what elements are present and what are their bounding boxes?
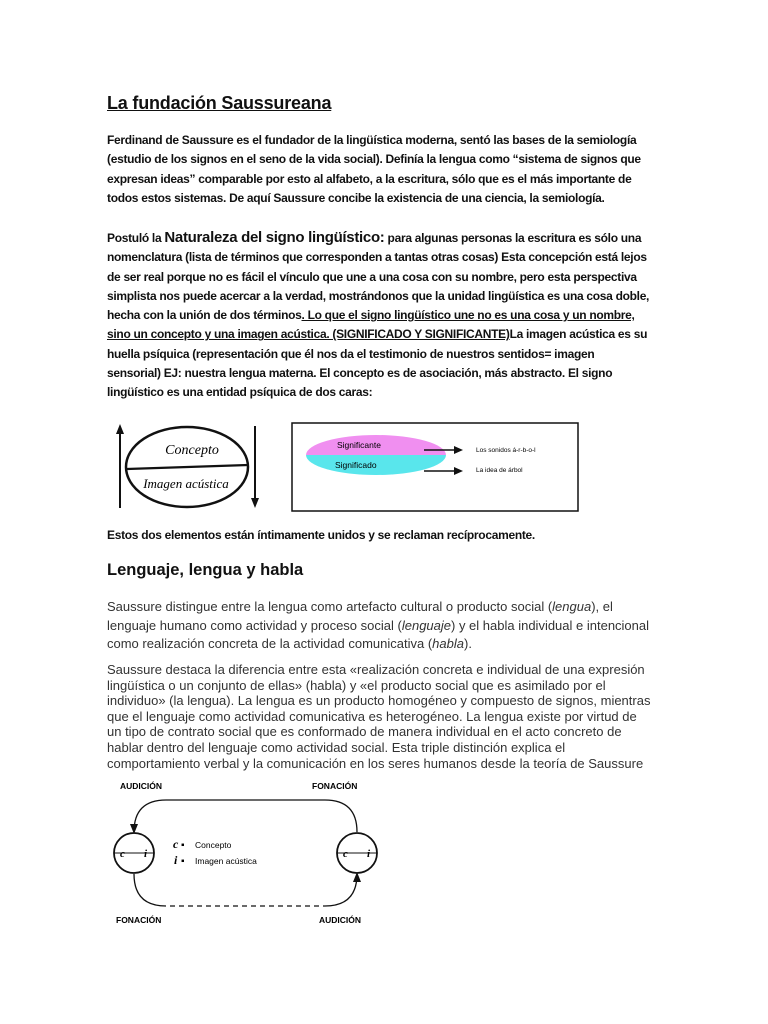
text: ), el [591, 599, 613, 614]
text: ). [463, 636, 472, 651]
difference-line: hablar dentro del lenguaje como actividad social. Esta triple distinción explica el [107, 739, 566, 755]
text: ) y el habla individual e intencional [451, 617, 650, 633]
idea-note: La idea de árbol [476, 467, 523, 474]
right-speaker-circle [337, 833, 377, 873]
sign-nature-line: simplista nos puede acercar a la verdad, mostrándonos que la unidad lingüística es una cosa doble, [107, 288, 650, 303]
down-arrow [251, 426, 259, 508]
difference-paragraph [107, 662, 667, 771]
intro-paragraph [107, 131, 667, 208]
difference-line: individuo» (la lengua). La lengua es un producto homogéneo y compuesto de signos, mientras [107, 693, 651, 709]
page-title: La fundación Saussureana [107, 93, 332, 113]
difference-line: comportamiento verbal y la comunicación en los seres humanos desde la teoría de Saussure [107, 755, 644, 771]
up-arrow [116, 424, 124, 508]
text: Saussure distingue entre la lengua como artefacto cultural o producto social ( [107, 599, 553, 614]
sign-divider [126, 465, 248, 469]
left-speaker-circle [114, 833, 154, 873]
section-heading: Lenguaje, lengua y habla [107, 561, 304, 579]
sign-nature-line-5 [107, 306, 667, 325]
top-right-label: FONACIÓN [312, 781, 358, 791]
intro-line: expresan ideas” comparable por esto al alfabeto, a la escritura, sólo que es el más importante de [107, 171, 632, 186]
lead-text: Postuló la [107, 231, 165, 245]
distinction-line-3 [107, 635, 667, 654]
bottom-left-curve [134, 874, 166, 906]
bottom-right-label: AUDICIÓN [319, 915, 362, 925]
top-left-label: AUDICIÓN [120, 781, 163, 791]
text: lenguaje humano como actividad y proceso social ( [107, 617, 402, 633]
intro-line: (estudio de los signos en el seno de la vida social). Definía la lengua como “sistema de signos que [107, 152, 641, 167]
legend-dot: ▪ [181, 856, 185, 867]
significado-label: Significado [335, 460, 377, 470]
difference-line: que el lenguaje como actividad comunicativa es heterogéneo. La lengua existe por virtud de [107, 708, 637, 724]
sign-nature-paragraph [107, 228, 667, 403]
sign-nature-line: nomenclatura (lista de términos que corresponden a tantas otras cosas) Esta concepción está lejos [107, 250, 647, 265]
distinction-line-1 [107, 598, 667, 617]
right-i-symbol: i [367, 848, 371, 860]
sounds-note: Los sonidos á-r-b-o-l [476, 447, 536, 454]
legend-dot: ▪ [181, 840, 185, 851]
speech-circuit-diagram [100, 776, 400, 928]
intro-line: todos estos sistemas. De aquí Saussure concibe la existencia de una ciencia, la semiología. [107, 190, 605, 205]
line5-plain: hecha con la unión de dos términos [107, 308, 302, 323]
legend-i-symbol: i [174, 853, 178, 867]
difference-line: lingüística o un conjunto de ellas» (habla) y «el producto social que es asimilado por el [107, 677, 606, 693]
lead-rest: para algunas personas la escritura es sólo una [384, 231, 642, 245]
legend [173, 837, 257, 867]
distinction-paragraph [107, 598, 667, 654]
line5-underlined: . Lo que el signo lingüístico une no es una cosa y un nombre, [301, 308, 635, 323]
bottom-left-label: FONACIÓN [116, 915, 162, 925]
sign-nature-line: de ser real porque no es fácil el vínculo que une a una cosa con su nombre, pero esta perspectiva [107, 269, 637, 284]
significante-label: Significante [337, 440, 381, 450]
sign-nature-line: lingüístico es una entidad psíquica de dos caras: [107, 385, 373, 400]
left-i-symbol: i [144, 848, 148, 860]
united-elements-sentence: Estos dos elementos están íntimamente unidos y se reclaman recíprocamente. [107, 528, 535, 542]
legend-imagen: Imagen acústica [195, 856, 257, 866]
significante-significado-diagram [291, 422, 579, 512]
legend-concepto: Concepto [195, 840, 232, 850]
sign-nature-line-1 [107, 228, 667, 248]
intro-line: Ferdinand de Saussure es el fundador de la lingüística moderna, sentó las bases de la semiología [107, 133, 637, 147]
right-c-symbol: c [343, 848, 348, 860]
difference-line: un tipo de contrato social que es conformado de manera individual en el acto concreto de [107, 724, 622, 740]
line6-underlined: sino un concepto y una imagen acústica. (SIGNIFICADO Y SIGNIFICANTE) [107, 327, 510, 342]
text: como realización concreta de la actividad comunicativa ( [107, 636, 433, 651]
sign-nature-line: sensorial) EJ: nuestra lengua materna. El concepto es de asociación, más abstracto. El signo [107, 366, 613, 381]
lengua-term: lengua [552, 599, 592, 614]
top-loop-line [134, 800, 357, 832]
bottom-right-curve [325, 874, 357, 906]
distinction-line-2 [107, 617, 667, 636]
legend-c-symbol: c [173, 837, 179, 851]
sign-oval-diagram [108, 422, 268, 512]
line6-plain: La imagen acústica es su [509, 327, 648, 342]
sign-nature-line-6 [107, 325, 667, 344]
habla-term: habla [432, 636, 464, 651]
concept-label: Concepto [165, 443, 219, 458]
acoustic-image-label: Imagen acústica [143, 476, 229, 491]
lenguaje-term: lenguaje [401, 617, 451, 633]
difference-line: Saussure destaca la diferencia entre esta «realización concreta e individual de una expresión [107, 662, 645, 677]
left-c-symbol: c [120, 848, 125, 860]
sign-nature-line: huella psíquica (representación que él nos da el testimonio de nuestros sentidos= imagen [107, 346, 595, 361]
sign-nature-heading: Naturaleza del signo lingüístico: [164, 229, 385, 246]
